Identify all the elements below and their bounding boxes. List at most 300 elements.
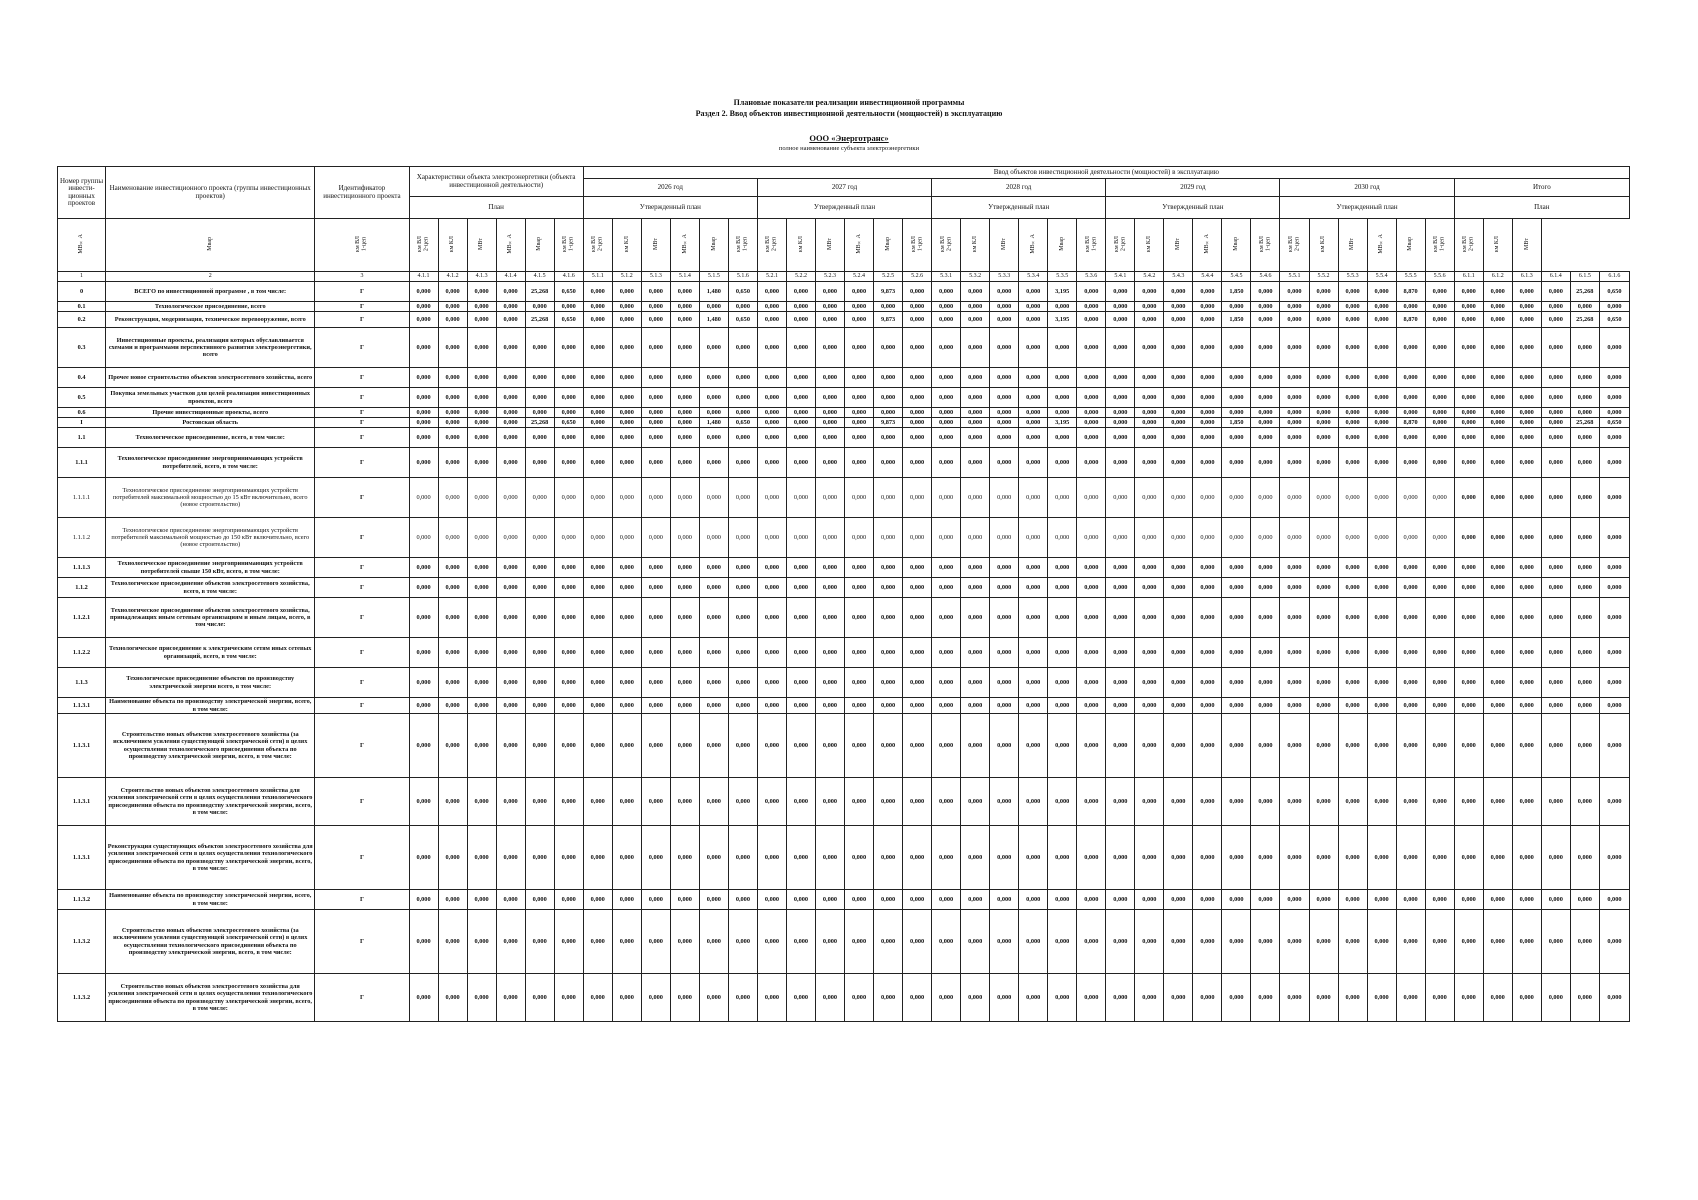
row-value-cell: 0,000 bbox=[583, 518, 612, 558]
row-value-cell: 0,000 bbox=[1483, 558, 1512, 578]
row-value-cell: 0,000 bbox=[1396, 598, 1425, 638]
row-value-cell: 0,000 bbox=[845, 698, 874, 714]
row-value-cell: 0,000 bbox=[786, 698, 815, 714]
row-value-cell: 0,000 bbox=[1396, 778, 1425, 826]
row-value-cell: 0,000 bbox=[990, 578, 1019, 598]
row-value-cell: 0,000 bbox=[1541, 558, 1570, 578]
row-value-cell: 0,000 bbox=[438, 448, 467, 478]
row-value-cell: 0,000 bbox=[1541, 302, 1570, 312]
row-value-cell: 0,000 bbox=[525, 578, 554, 598]
row-value-cell: 0,000 bbox=[583, 558, 612, 578]
row-value-cell: 0,000 bbox=[1396, 368, 1425, 388]
row-value-cell: 0,000 bbox=[1367, 388, 1396, 408]
row-value-cell: 0,000 bbox=[1077, 428, 1106, 448]
row-value-cell: 0,000 bbox=[1106, 328, 1135, 368]
row-value-cell: 0,000 bbox=[961, 698, 990, 714]
row-value-cell: 0,000 bbox=[786, 448, 815, 478]
row-value-cell: 0,000 bbox=[1599, 578, 1629, 598]
row-value-cell: 9,873 bbox=[874, 418, 903, 428]
row-value-cell: 0,000 bbox=[583, 578, 612, 598]
row-value-cell: 0,000 bbox=[728, 448, 757, 478]
row-value-cell: 0,000 bbox=[1483, 478, 1512, 518]
plan-header: План bbox=[1454, 197, 1629, 219]
row-value-cell: 0,000 bbox=[1367, 428, 1396, 448]
row-value-cell: 0,000 bbox=[1367, 698, 1396, 714]
row-value-cell: 0,000 bbox=[1048, 518, 1077, 558]
row-value-cell: 0,000 bbox=[1599, 368, 1629, 388]
row-value-cell: 0,000 bbox=[1570, 518, 1599, 558]
row-value-cell: 0,000 bbox=[438, 302, 467, 312]
col-name-header: Наименование инвестиционного проекта (группы инвестиционных проектов) bbox=[106, 167, 315, 219]
row-value-cell: 0,000 bbox=[525, 698, 554, 714]
row-value-cell: 0,000 bbox=[1019, 778, 1048, 826]
row-value-cell: 0,000 bbox=[1106, 368, 1135, 388]
row-value-cell: 0,000 bbox=[1425, 778, 1454, 826]
row-value-cell: 0,000 bbox=[757, 368, 786, 388]
unit-header bbox=[1309, 219, 1338, 272]
row-value-cell: 0,000 bbox=[903, 558, 932, 578]
unit-header bbox=[903, 219, 932, 272]
row-value-cell: 0,000 bbox=[1367, 368, 1396, 388]
row-value-cell: 9,873 bbox=[874, 282, 903, 302]
row-value-cell: 0,000 bbox=[1454, 578, 1483, 598]
row-value-cell: 0,000 bbox=[845, 826, 874, 890]
row-value-cell: 0,000 bbox=[1280, 282, 1309, 302]
unit-label: Мвар bbox=[1059, 237, 1065, 251]
row-value-cell: 0,000 bbox=[1106, 558, 1135, 578]
table-row bbox=[58, 312, 1630, 328]
row-value-cell: 0,000 bbox=[990, 428, 1019, 448]
row-value-cell: 0,000 bbox=[1222, 910, 1251, 974]
row-value-cell: 0,000 bbox=[1135, 910, 1164, 974]
row-value-cell: 0,000 bbox=[1425, 368, 1454, 388]
row-value-cell: 0,000 bbox=[612, 328, 641, 368]
row-value-cell: 0,000 bbox=[786, 312, 815, 328]
row-value-cell: 0,000 bbox=[1251, 368, 1280, 388]
unit-header bbox=[496, 219, 525, 272]
row-value-cell: 0,000 bbox=[1251, 558, 1280, 578]
row-value-cell: 0,000 bbox=[467, 428, 496, 448]
row-group-no: I bbox=[58, 418, 106, 428]
row-value-cell: 0,000 bbox=[1048, 638, 1077, 668]
row-value-cell: 0,000 bbox=[612, 312, 641, 328]
row-project-id: Г bbox=[315, 408, 409, 418]
row-project-name: Технологическое присоединение энергопринимающих устройств потребителей максимальной мощностью до 15 кВт включительно, всего (новое строительство) bbox=[106, 478, 315, 518]
row-value-cell: 0,000 bbox=[612, 638, 641, 668]
row-value-cell: 0,000 bbox=[641, 368, 670, 388]
row-value-cell: 0,000 bbox=[1570, 778, 1599, 826]
row-value-cell: 0,000 bbox=[641, 388, 670, 408]
row-value-cell: 0,000 bbox=[757, 302, 786, 312]
row-value-cell: 0,000 bbox=[874, 826, 903, 890]
unit-label: км ВЛ 1-цеп bbox=[562, 235, 575, 252]
column-code: 5.1.4 bbox=[670, 272, 699, 282]
row-value-cell: 0,000 bbox=[1048, 558, 1077, 578]
row-value-cell: 0,000 bbox=[1396, 328, 1425, 368]
row-value-cell: 0,000 bbox=[1338, 638, 1367, 668]
row-value-cell: 0,000 bbox=[409, 388, 438, 408]
row-value-cell: 0,000 bbox=[932, 312, 961, 328]
year-header: 2027 год bbox=[757, 179, 931, 197]
row-value-cell: 0,000 bbox=[554, 408, 583, 418]
row-value-cell: 0,000 bbox=[496, 408, 525, 418]
row-value-cell: 0,000 bbox=[1541, 448, 1570, 478]
row-value-cell: 0,000 bbox=[1309, 778, 1338, 826]
row-value-cell: 0,000 bbox=[525, 388, 554, 408]
row-value-cell: 0,000 bbox=[467, 282, 496, 302]
row-value-cell: 0,000 bbox=[438, 890, 467, 910]
row-value-cell: 0,000 bbox=[903, 518, 932, 558]
row-value-cell: 0,000 bbox=[641, 428, 670, 448]
row-value-cell: 0,000 bbox=[467, 714, 496, 778]
row-value-cell: 0,000 bbox=[757, 578, 786, 598]
row-value-cell: 0,000 bbox=[467, 638, 496, 668]
row-value-cell: 0,000 bbox=[496, 558, 525, 578]
row-value-cell: 0,000 bbox=[1048, 778, 1077, 826]
row-value-cell: 0,000 bbox=[1077, 910, 1106, 974]
row-value-cell: 0,000 bbox=[990, 478, 1019, 518]
commissioning-header: Ввод объектов инвестиционной деятельности (мощностей) в эксплуатацию bbox=[583, 167, 1629, 179]
row-value-cell: 0,000 bbox=[1570, 428, 1599, 448]
row-value-cell: 0,000 bbox=[699, 428, 728, 448]
row-value-cell: 0,000 bbox=[1309, 974, 1338, 1022]
column-number: 3 bbox=[315, 272, 409, 282]
row-project-name: Технологическое присоединение к электрическим сетям иных сетевых организаций, всего, в том числе: bbox=[106, 638, 315, 668]
row-value-cell: 0,000 bbox=[438, 974, 467, 1022]
row-value-cell: 0,000 bbox=[1512, 302, 1541, 312]
row-value-cell: 0,000 bbox=[1599, 598, 1629, 638]
row-value-cell: 0,000 bbox=[990, 368, 1019, 388]
row-value-cell: 0,000 bbox=[1454, 408, 1483, 418]
row-value-cell: 0,000 bbox=[1019, 448, 1048, 478]
row-value-cell: 0,000 bbox=[874, 448, 903, 478]
unit-header bbox=[815, 219, 844, 272]
row-value-cell: 0,000 bbox=[1164, 714, 1193, 778]
row-group-no: 1.1.1.2 bbox=[58, 518, 106, 558]
row-value-cell: 0,000 bbox=[1309, 890, 1338, 910]
row-group-no: 0.2 bbox=[58, 312, 106, 328]
row-value-cell: 0,000 bbox=[961, 714, 990, 778]
row-value-cell: 0,000 bbox=[1338, 698, 1367, 714]
row-project-id: Г bbox=[315, 558, 409, 578]
row-value-cell: 0,000 bbox=[903, 668, 932, 698]
row-value-cell: 0,000 bbox=[874, 302, 903, 312]
row-value-cell: 0,650 bbox=[554, 282, 583, 302]
row-value-cell: 0,000 bbox=[1135, 408, 1164, 418]
row-value-cell: 0,000 bbox=[1570, 826, 1599, 890]
row-value-cell: 3,195 bbox=[1048, 418, 1077, 428]
row-value-cell: 0,000 bbox=[903, 478, 932, 518]
row-value-cell: 0,000 bbox=[1251, 282, 1280, 302]
unit-header bbox=[438, 219, 467, 272]
row-value-cell: 0,000 bbox=[815, 714, 844, 778]
row-value-cell: 0,000 bbox=[525, 448, 554, 478]
row-value-cell: 0,000 bbox=[1425, 598, 1454, 638]
row-value-cell: 0,000 bbox=[1425, 698, 1454, 714]
row-value-cell: 0,000 bbox=[728, 714, 757, 778]
row-value-cell: 0,000 bbox=[990, 302, 1019, 312]
row-value-cell: 0,000 bbox=[874, 328, 903, 368]
row-value-cell: 0,000 bbox=[1454, 448, 1483, 478]
row-value-cell: 0,000 bbox=[1251, 302, 1280, 312]
row-value-cell: 0,000 bbox=[670, 328, 699, 368]
row-value-cell: 0,000 bbox=[1193, 418, 1222, 428]
row-value-cell: 0,000 bbox=[525, 668, 554, 698]
row-value-cell: 0,000 bbox=[845, 388, 874, 408]
row-value-cell: 0,000 bbox=[1541, 408, 1570, 418]
row-value-cell: 0,000 bbox=[990, 448, 1019, 478]
row-value-cell: 0,000 bbox=[1570, 328, 1599, 368]
row-project-name: Технологическое присоединение, всего, в том числе: bbox=[106, 428, 315, 448]
row-value-cell: 0,000 bbox=[438, 328, 467, 368]
row-value-cell: 0,000 bbox=[1425, 428, 1454, 448]
row-value-cell: 0,000 bbox=[409, 668, 438, 698]
row-value-cell: 0,000 bbox=[438, 282, 467, 302]
row-group-no: 0.3 bbox=[58, 328, 106, 368]
row-value-cell: 0,000 bbox=[409, 418, 438, 428]
row-value-cell: 0,000 bbox=[1164, 598, 1193, 638]
row-project-name: Строительство новых объектов электросетевого хозяйства для усиления электрической сети в целях осуществления технологического присоединения объекта по производству электрической энергии, всего, в том числе: bbox=[106, 778, 315, 826]
row-value-cell: 0,000 bbox=[1338, 890, 1367, 910]
unit-header bbox=[583, 219, 612, 272]
row-value-cell: 0,000 bbox=[1193, 698, 1222, 714]
row-value-cell: 0,000 bbox=[786, 598, 815, 638]
row-group-no: 1.1.2 bbox=[58, 578, 106, 598]
row-value-cell: 0,000 bbox=[1222, 448, 1251, 478]
row-project-id: Г bbox=[315, 578, 409, 598]
row-value-cell: 0,000 bbox=[409, 282, 438, 302]
unit-label: км КЛ bbox=[971, 235, 978, 253]
row-value-cell: 0,000 bbox=[1106, 668, 1135, 698]
row-value-cell: 0,000 bbox=[728, 328, 757, 368]
row-value-cell: 0,000 bbox=[1338, 282, 1367, 302]
row-value-cell: 0,000 bbox=[699, 910, 728, 974]
unit-header bbox=[525, 219, 554, 272]
column-code: 5.1.3 bbox=[641, 272, 670, 282]
row-value-cell: 0,000 bbox=[641, 448, 670, 478]
row-value-cell: 0,000 bbox=[583, 478, 612, 518]
row-value-cell: 0,000 bbox=[670, 910, 699, 974]
row-value-cell: 0,000 bbox=[525, 714, 554, 778]
row-value-cell: 0,000 bbox=[496, 428, 525, 448]
row-value-cell: 0,000 bbox=[670, 518, 699, 558]
row-value-cell: 0,000 bbox=[728, 518, 757, 558]
unit-label: км ВЛ 2-цеп bbox=[591, 235, 604, 252]
unit-label: км ВЛ 1-цеп bbox=[355, 235, 368, 252]
row-value-cell: 0,000 bbox=[1425, 826, 1454, 890]
row-value-cell: 0,000 bbox=[1512, 558, 1541, 578]
row-value-cell: 0,000 bbox=[438, 408, 467, 418]
row-value-cell: 0,000 bbox=[1280, 578, 1309, 598]
row-value-cell: 0,000 bbox=[1164, 282, 1193, 302]
row-value-cell: 0,000 bbox=[757, 518, 786, 558]
column-code: 5.3.5 bbox=[1048, 272, 1077, 282]
row-value-cell: 0,000 bbox=[1512, 668, 1541, 698]
row-value-cell: 0,000 bbox=[1309, 368, 1338, 388]
row-value-cell: 0,000 bbox=[1367, 668, 1396, 698]
column-code: 5.2.1 bbox=[757, 272, 786, 282]
commissioning-table bbox=[57, 166, 1630, 1022]
row-value-cell: 0,000 bbox=[1135, 698, 1164, 714]
unit-header bbox=[932, 219, 961, 272]
column-code: 4.1.4 bbox=[496, 272, 525, 282]
row-value-cell: 0,000 bbox=[1019, 428, 1048, 448]
row-value-cell: 0,000 bbox=[815, 698, 844, 714]
unit-header bbox=[1193, 219, 1222, 272]
row-value-cell: 0,000 bbox=[670, 668, 699, 698]
row-value-cell: 0,000 bbox=[670, 312, 699, 328]
row-value-cell: 0,000 bbox=[409, 826, 438, 890]
row-value-cell: 0,000 bbox=[1106, 518, 1135, 558]
row-value-cell: 0,000 bbox=[757, 714, 786, 778]
row-value-cell: 0,000 bbox=[961, 668, 990, 698]
row-value-cell: 0,000 bbox=[1135, 518, 1164, 558]
unit-label: Мвар bbox=[1233, 237, 1240, 251]
row-value-cell: 0,000 bbox=[612, 778, 641, 826]
row-value-cell: 0,000 bbox=[903, 890, 932, 910]
row-value-cell: 0,000 bbox=[1135, 598, 1164, 638]
row-value-cell: 0,000 bbox=[757, 282, 786, 302]
row-project-id: Г bbox=[315, 448, 409, 478]
unit-label: Мвар bbox=[206, 237, 213, 251]
row-value-cell: 0,000 bbox=[1222, 638, 1251, 668]
row-value-cell: 1,850 bbox=[1222, 282, 1251, 302]
row-value-cell: 25,268 bbox=[1570, 282, 1599, 302]
row-value-cell: 0,000 bbox=[1193, 428, 1222, 448]
column-code: 6.1.1 bbox=[1454, 272, 1483, 282]
row-project-name: Строительство новых объектов электросетевого хозяйства (за исключением усиления существующей электрической сети) в целях осуществления технологического присоединения объекта по производству электрической энергии, всего, в том числе: bbox=[106, 910, 315, 974]
column-code: 4.1.1 bbox=[409, 272, 438, 282]
row-value-cell: 0,000 bbox=[1077, 558, 1106, 578]
row-value-cell: 0,000 bbox=[845, 638, 874, 668]
col-group-no-header: Номер группы инвести-ционных проектов bbox=[58, 167, 106, 219]
row-value-cell: 0,000 bbox=[1338, 302, 1367, 312]
row-value-cell: 0,000 bbox=[932, 578, 961, 598]
unit-header bbox=[554, 219, 583, 272]
row-value-cell: 0,000 bbox=[1135, 638, 1164, 668]
row-value-cell: 0,000 bbox=[961, 282, 990, 302]
unit-header bbox=[315, 219, 409, 272]
row-value-cell: 0,000 bbox=[1106, 826, 1135, 890]
row-value-cell: 0,000 bbox=[612, 890, 641, 910]
row-value-cell: 0,000 bbox=[1367, 478, 1396, 518]
row-value-cell: 0,000 bbox=[670, 890, 699, 910]
row-value-cell: 0,000 bbox=[874, 890, 903, 910]
row-value-cell: 0,000 bbox=[1367, 890, 1396, 910]
row-value-cell: 0,000 bbox=[1599, 638, 1629, 668]
row-value-cell: 25,268 bbox=[525, 418, 554, 428]
row-value-cell: 0,000 bbox=[1541, 312, 1570, 328]
row-value-cell: 0,000 bbox=[1019, 714, 1048, 778]
row-value-cell: 0,000 bbox=[1106, 778, 1135, 826]
column-code: 5.2.5 bbox=[874, 272, 903, 282]
row-value-cell: 0,000 bbox=[670, 558, 699, 578]
row-value-cell: 0,000 bbox=[583, 302, 612, 312]
row-value-cell: 0,000 bbox=[1512, 418, 1541, 428]
row-value-cell: 0,000 bbox=[1570, 598, 1599, 638]
row-value-cell: 0,000 bbox=[699, 558, 728, 578]
row-value-cell: 0,000 bbox=[1164, 668, 1193, 698]
row-value-cell: 0,000 bbox=[1106, 714, 1135, 778]
row-value-cell: 0,000 bbox=[1483, 578, 1512, 598]
row-value-cell: 0,000 bbox=[845, 778, 874, 826]
unit-label: км ВЛ 1-цеп bbox=[1084, 235, 1098, 252]
unit-label: МВт bbox=[478, 237, 485, 250]
row-value-cell: 0,000 bbox=[467, 910, 496, 974]
row-value-cell: 0,000 bbox=[670, 778, 699, 826]
row-value-cell: 0,000 bbox=[990, 558, 1019, 578]
row-value-cell: 0,000 bbox=[1454, 558, 1483, 578]
row-value-cell: 0,000 bbox=[1019, 282, 1048, 302]
row-value-cell: 0,000 bbox=[583, 714, 612, 778]
row-value-cell: 0,000 bbox=[670, 408, 699, 418]
row-value-cell: 0,000 bbox=[874, 518, 903, 558]
row-value-cell: 0,000 bbox=[1454, 910, 1483, 974]
row-value-cell: 0,000 bbox=[1570, 974, 1599, 1022]
row-value-cell: 0,000 bbox=[1135, 282, 1164, 302]
row-value-cell: 0,000 bbox=[1396, 448, 1425, 478]
row-value-cell: 0,000 bbox=[845, 448, 874, 478]
row-value-cell: 0,000 bbox=[1193, 408, 1222, 418]
row-group-no: 1.1 bbox=[58, 428, 106, 448]
row-value-cell: 0,000 bbox=[409, 598, 438, 638]
unit-label: Мвар bbox=[536, 237, 543, 251]
row-value-cell: 0,000 bbox=[1309, 558, 1338, 578]
row-value-cell: 0,000 bbox=[1251, 974, 1280, 1022]
row-value-cell: 0,000 bbox=[554, 714, 583, 778]
row-value-cell: 0,000 bbox=[1222, 974, 1251, 1022]
row-value-cell: 0,000 bbox=[1164, 428, 1193, 448]
row-value-cell: 0,000 bbox=[990, 890, 1019, 910]
row-value-cell: 0,000 bbox=[786, 302, 815, 312]
row-value-cell: 0,000 bbox=[1193, 448, 1222, 478]
row-value-cell: 0,000 bbox=[961, 408, 990, 418]
table-row bbox=[58, 328, 1630, 368]
row-value-cell: 0,000 bbox=[438, 778, 467, 826]
row-project-name: Инвестиционные проекты, реализация которых обуславливается схемами и программами перспективного развития электроэнергетики, всего bbox=[106, 328, 315, 368]
row-value-cell: 0,000 bbox=[1570, 714, 1599, 778]
document-title bbox=[0, 97, 1698, 119]
row-value-cell: 0,000 bbox=[641, 558, 670, 578]
row-value-cell: 0,000 bbox=[845, 974, 874, 1022]
row-value-cell: 0,000 bbox=[815, 578, 844, 598]
row-value-cell: 0,000 bbox=[1367, 910, 1396, 974]
row-value-cell: 0,000 bbox=[467, 778, 496, 826]
row-project-name: Технологическое присоединение, всего bbox=[106, 302, 315, 312]
company-name-note: полное наименование субъекта электроэнергетики bbox=[778, 145, 920, 152]
row-value-cell: 0,000 bbox=[554, 478, 583, 518]
row-value-cell: 0,000 bbox=[641, 282, 670, 302]
row-value-cell: 0,000 bbox=[815, 974, 844, 1022]
row-value-cell: 0,000 bbox=[525, 558, 554, 578]
row-value-cell: 0,000 bbox=[1077, 368, 1106, 388]
row-value-cell: 0,000 bbox=[757, 974, 786, 1022]
row-value-cell: 0,000 bbox=[1541, 388, 1570, 408]
row-value-cell: 0,000 bbox=[496, 418, 525, 428]
row-value-cell: 0,000 bbox=[612, 974, 641, 1022]
row-value-cell: 0,000 bbox=[1541, 478, 1570, 518]
characteristics-header: Характеристики объекта электроэнергетики (объекта инвестиционной деятельности) bbox=[409, 167, 583, 197]
row-value-cell: 0,000 bbox=[1367, 418, 1396, 428]
row-value-cell: 0,000 bbox=[1077, 408, 1106, 418]
row-value-cell: 0,000 bbox=[1048, 302, 1077, 312]
row-value-cell: 0,000 bbox=[1135, 890, 1164, 910]
row-value-cell: 0,000 bbox=[1251, 328, 1280, 368]
row-value-cell: 0,000 bbox=[1309, 826, 1338, 890]
row-value-cell: 0,000 bbox=[438, 698, 467, 714]
row-value-cell: 0,000 bbox=[554, 598, 583, 638]
table-row bbox=[58, 638, 1630, 668]
